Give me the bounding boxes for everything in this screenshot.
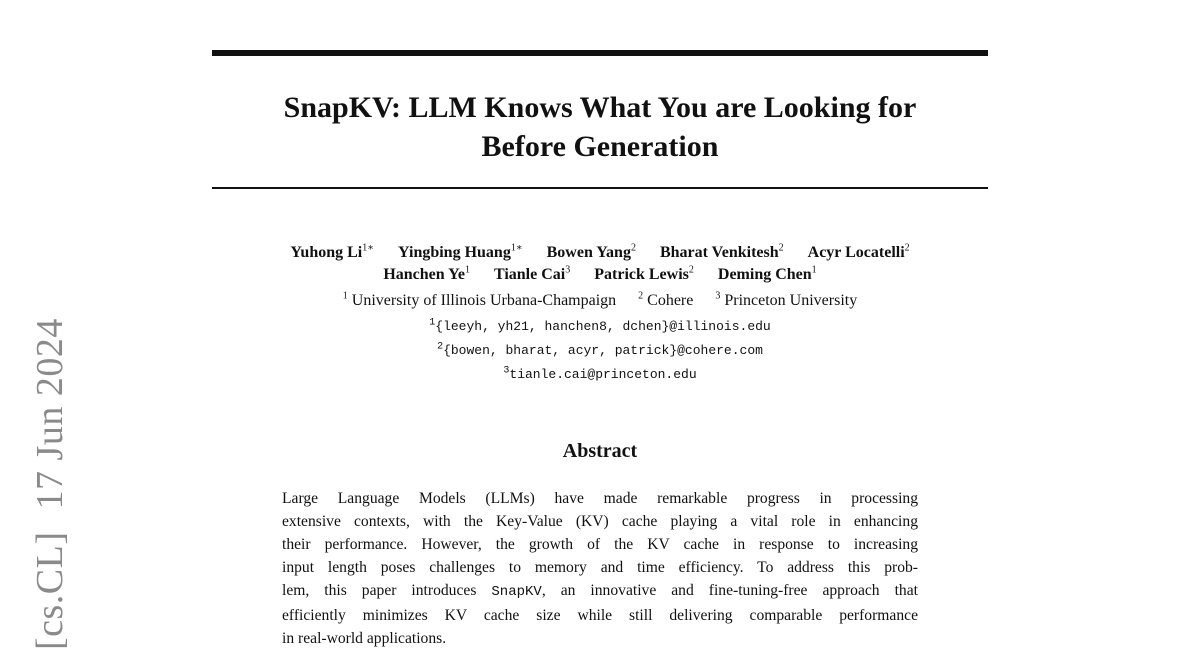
- abstract-line: in real-world applications.: [282, 630, 447, 647]
- abstract-body: [282, 487, 918, 650]
- email-line: $^3$tianle.cai@princeton.edu: [503, 365, 697, 382]
- affiliation: $^1$ University of Illinois Urbana-Champaign: [342, 290, 617, 309]
- title-bottom-rule: [212, 187, 988, 189]
- abstract-line: Large Language Models (LLMs) have made remarkable progress in processing: [282, 490, 918, 507]
- abstract-line: their performance. However, the growth of the KV cache in response to increasing: [282, 536, 918, 553]
- author: Bharat Venkitesh$^2$: [659, 242, 784, 261]
- author: Deming Chen$^1$: [717, 264, 817, 283]
- method-name: SnapKV: [491, 584, 542, 600]
- paper-title-line-2: Before Generation: [481, 130, 719, 163]
- paper-title: [212, 88, 988, 166]
- author-row-2: [180, 264, 1020, 286]
- author: Bowen Yang$^2$: [546, 242, 636, 261]
- author: Acyr Locatelli$^2$: [807, 242, 910, 261]
- abstract-line: input length poses challenges to memory and time efficiency. To address this prob-: [282, 559, 918, 576]
- author: Yingbing Huang$^{1∗}$: [398, 242, 523, 261]
- abstract-line: extensive contexts, with the Key-Value (KV) cache playing a vital role in enhancing: [282, 513, 918, 530]
- abstract-heading: Abstract: [562, 440, 638, 462]
- arxiv-category: [cs.CL]: [29, 531, 71, 650]
- arxiv-identifier-stamp: [28, 318, 72, 650]
- abstract-line: lem, this paper introduces SnapKV, an innovative and fine-tuning-free approach that: [282, 582, 918, 600]
- author: Yuhong $Li^{1∗}$: [290, 242, 375, 261]
- author-list: [180, 242, 1020, 286]
- author: Hanchen Ye$^1$: [383, 264, 470, 283]
- affiliation: $^3$ Princeton University: [715, 290, 858, 309]
- author-row-1: [180, 242, 1020, 264]
- affiliation: $^2$ Cohere: [638, 290, 694, 309]
- email-list: [180, 315, 1020, 387]
- email-line: $^1${leeyh, yh21, hanchen8, dchen}@illinois.edu: [429, 317, 771, 334]
- affiliation-list: [180, 290, 1020, 312]
- abstract-line: efficiently minimizes KV cache size while still delivering comparable performance: [282, 607, 918, 624]
- title-top-rule: [212, 50, 988, 56]
- author: Tianle Cai$^3$: [493, 264, 571, 283]
- paper-title-line-1: SnapKV: LLM Knows What You are Looking for: [283, 91, 917, 124]
- author: Patrick Lewis$^2$: [594, 264, 694, 283]
- email-line: $^2${bowen, bharat, acyr, patrick}@cohere.com: [437, 341, 763, 358]
- arxiv-date: 17 Jun 2024: [29, 318, 71, 510]
